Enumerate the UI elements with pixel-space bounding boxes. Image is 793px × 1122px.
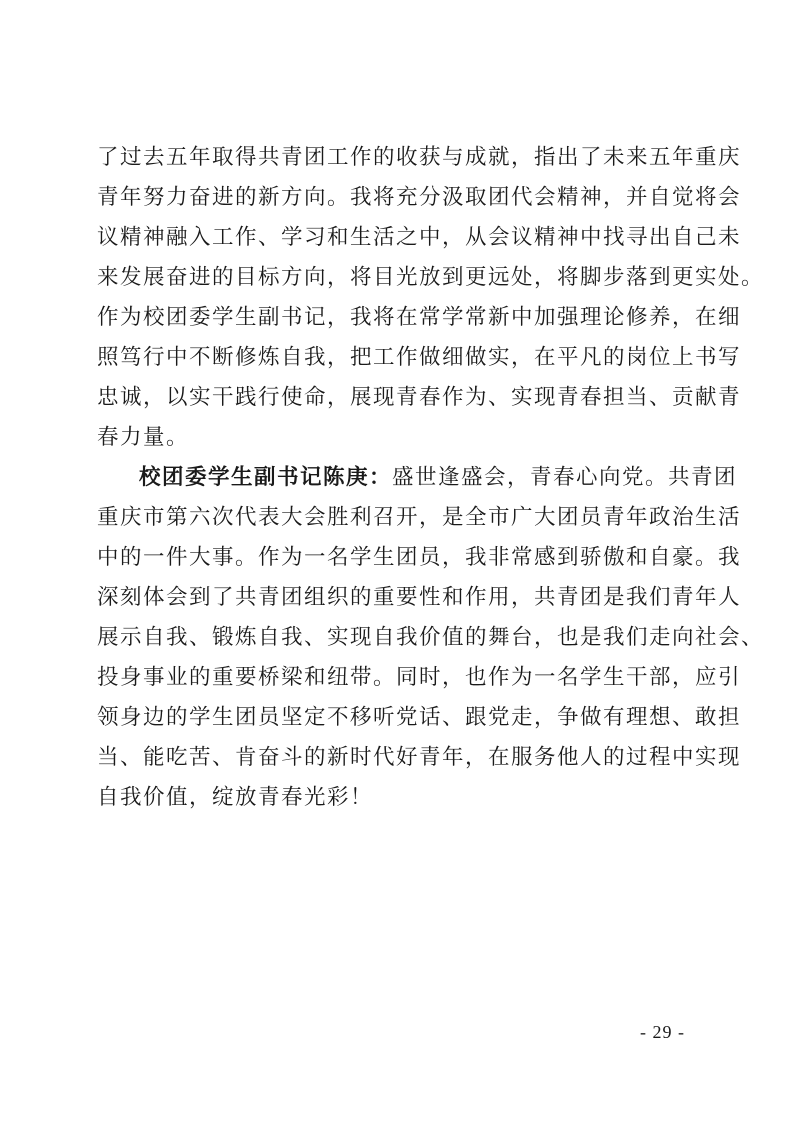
body-text-line: 了过去五年取得共青团工作的收获与成就，指出了未来五年重庆 <box>97 145 742 170</box>
body-text-line: 青年努力奋进的新方向。我将充分汲取团代会精神，并自觉将会 <box>97 185 742 210</box>
speaker-name: 校团委学生副书记陈庚： <box>139 465 393 490</box>
body-text-line: 重庆市第六次代表大会胜利召开，是全市广大团员青年政治生活 <box>97 505 742 530</box>
body-text-line: 忠诚，以实干践行使命，展现青春作为、实现青春担当、贡献青 <box>97 385 742 410</box>
body-text-line: 议精神融入工作、学习和生活之中，从会议精神中找寻出自己未 <box>97 225 742 250</box>
body-text-span: 盛世逢盛会，青春心向党。共青团 <box>392 465 738 490</box>
body-text-line: 自我价值，绽放青春光彩！ <box>97 785 374 810</box>
body-text-line: 中的一件大事。作为一名学生团员，我非常感到骄傲和自豪。我 <box>97 545 742 570</box>
body-text-line: 照笃行中不断修炼自我，把工作做细做实，在平凡的岗位上书写 <box>97 345 742 370</box>
body-text-line: 深刻体会到了共青团组织的重要性和作用，共青团是我们青年人 <box>97 585 742 610</box>
body-text-line: 投身事业的重要桥梁和纽带。同时，也作为一名学生干部，应引 <box>97 665 742 690</box>
paragraph-first-line <box>139 463 739 493</box>
page-number: - 29 - <box>640 1022 685 1042</box>
body-text-line: 领身边的学生团员坚定不移听党话、跟党走，争做有理想、敢担 <box>97 705 742 730</box>
body-text-line: 展示自我、锻炼自我、实现自我价值的舞台，也是我们走向社会、 <box>97 625 765 650</box>
body-text-line: 当、能吃苦、肯奋斗的新时代好青年，在服务他人的过程中实现 <box>97 745 742 770</box>
body-text-line: 来发展奋进的目标方向，将目光放到更远处，将脚步落到更实处。 <box>97 265 765 290</box>
body-text-line: 作为校团委学生副书记，我将在常学常新中加强理论修养，在细 <box>97 305 742 330</box>
body-text-line: 春力量。 <box>97 425 190 450</box>
